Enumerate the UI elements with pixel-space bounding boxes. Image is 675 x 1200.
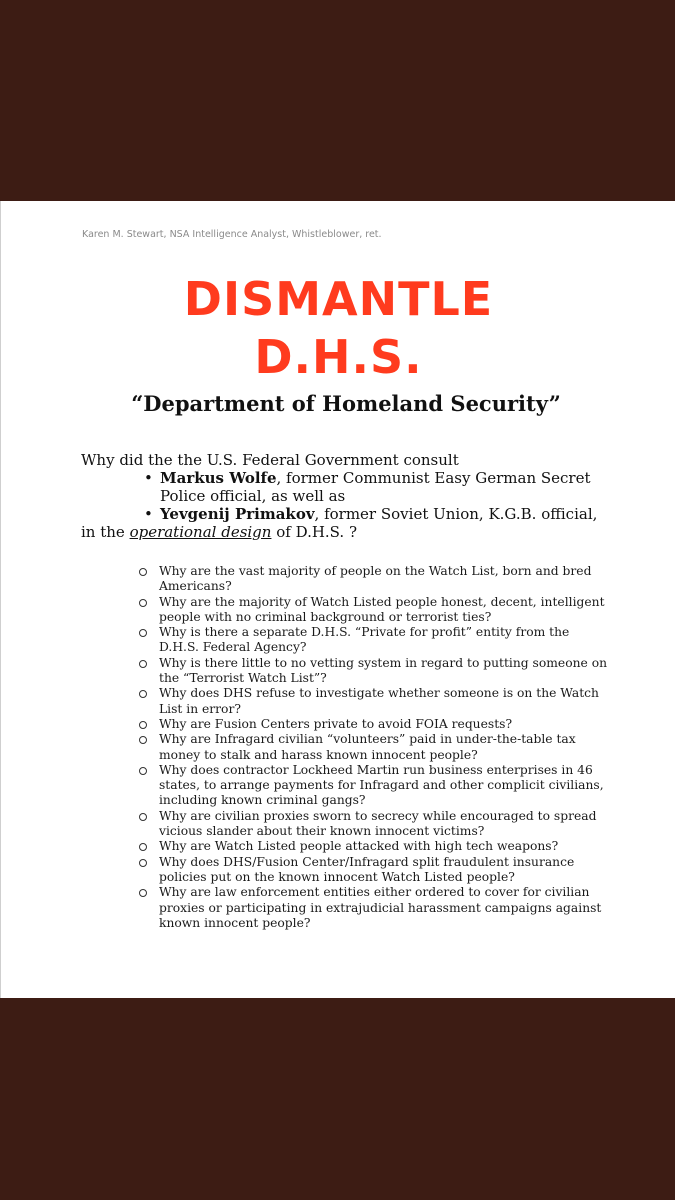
consultant-name: Markus Wolfe: [160, 469, 277, 487]
question-item: [139, 885, 609, 931]
question-text: Why is there a separate D.H.S. “Private for profit” entity from the D.H.S. Federal Agency?: [159, 625, 570, 655]
question-item: [139, 855, 609, 886]
consultant-list: [81, 469, 621, 523]
question-item: [139, 809, 609, 840]
question-text: Why does DHS refuse to investigate whether someone is on the Watch List in error?: [159, 686, 599, 716]
question-item: [139, 595, 609, 626]
question-list: [139, 564, 609, 931]
question-item: [139, 656, 609, 687]
circle-bullet-icon: [139, 721, 147, 729]
question-text: Why are the majority of Watch Listed people honest, decent, intelligent people with no criminal background or terrorist ties?: [159, 594, 605, 624]
question-item: [139, 839, 609, 854]
document-page: [0, 201, 675, 998]
consultant-item: [81, 469, 621, 505]
question-item: [139, 625, 609, 656]
question-text: Why are law enforcement entities either ordered to cover for civilian proxies or participating in extrajudicial harassment campaigns against known innocent people?: [159, 885, 602, 930]
circle-bullet-icon: [139, 568, 147, 576]
circle-bullet-icon: [139, 843, 147, 851]
question-text: Why are Watch Listed people attacked with high tech weapons?: [159, 839, 559, 854]
question-item: [139, 732, 609, 763]
question-text: Why are Fusion Centers private to avoid FOIA requests?: [159, 716, 513, 731]
author-line: Karen M. Stewart, NSA Intelligence Analyst, Whistleblower, ret.: [82, 229, 382, 240]
question-text: Why is there little to no vetting system in regard to putting someone on the “Terrorist Watch List”?: [159, 655, 608, 686]
circle-bullet-icon: [139, 767, 147, 775]
operational-design-emphasis: operational design: [129, 523, 272, 541]
intro-paragraph: [81, 451, 621, 541]
question-item: [139, 717, 609, 732]
question-text: Why does contractor Lockheed Martin run business enterprises in 46 states, to arrange payments for Infragard and other complicit civilians, including known criminal gangs?: [159, 762, 604, 808]
circle-bullet-icon: [139, 813, 147, 821]
question-text: Why are Infragard civilian “volunteers” paid in under-the-table tax money to stalk and harass known innocent people?: [159, 732, 576, 762]
title-line-1: DISMANTLE: [183, 272, 494, 326]
circle-bullet-icon: [139, 629, 147, 637]
question-item: [139, 763, 609, 809]
circle-bullet-icon: [139, 660, 147, 668]
consultant-item: [81, 505, 621, 523]
circle-bullet-icon: [139, 736, 147, 744]
consultant-desc: , former Soviet Union, K.G.B. official,: [314, 505, 598, 523]
circle-bullet-icon: [139, 690, 147, 698]
question-item: [139, 686, 609, 717]
title-line-2: D.H.S.: [254, 330, 423, 384]
bullet-icon: •: [144, 469, 153, 487]
bullet-icon: •: [144, 505, 153, 523]
consultant-name: Yevgenij Primakov: [160, 505, 315, 523]
question-text: Why are the vast majority of people on the Watch List, born and bred Americans?: [159, 564, 592, 594]
closing-post: of D.H.S. ?: [271, 523, 357, 541]
question-text: Why are civilian proxies sworn to secrecy while encouraged to spread vicious slander about their known innocent victims?: [159, 808, 597, 839]
circle-bullet-icon: [139, 859, 147, 867]
subtitle: “Department of Homeland Security”: [131, 391, 561, 416]
question-item: [139, 564, 609, 595]
circle-bullet-icon: [139, 889, 147, 897]
circle-bullet-icon: [139, 599, 147, 607]
consultant-desc: , former Communist Easy German Secret Police official, as well as: [160, 469, 591, 505]
intro-line: Why did the the U.S. Federal Government consult: [81, 451, 459, 469]
closing-line: [81, 523, 621, 541]
closing-pre: in the: [81, 523, 130, 541]
question-text: Why does DHS/Fusion Center/Infragard split fraudulent insurance policies put on the known innocent Watch Listed people?: [159, 854, 575, 884]
